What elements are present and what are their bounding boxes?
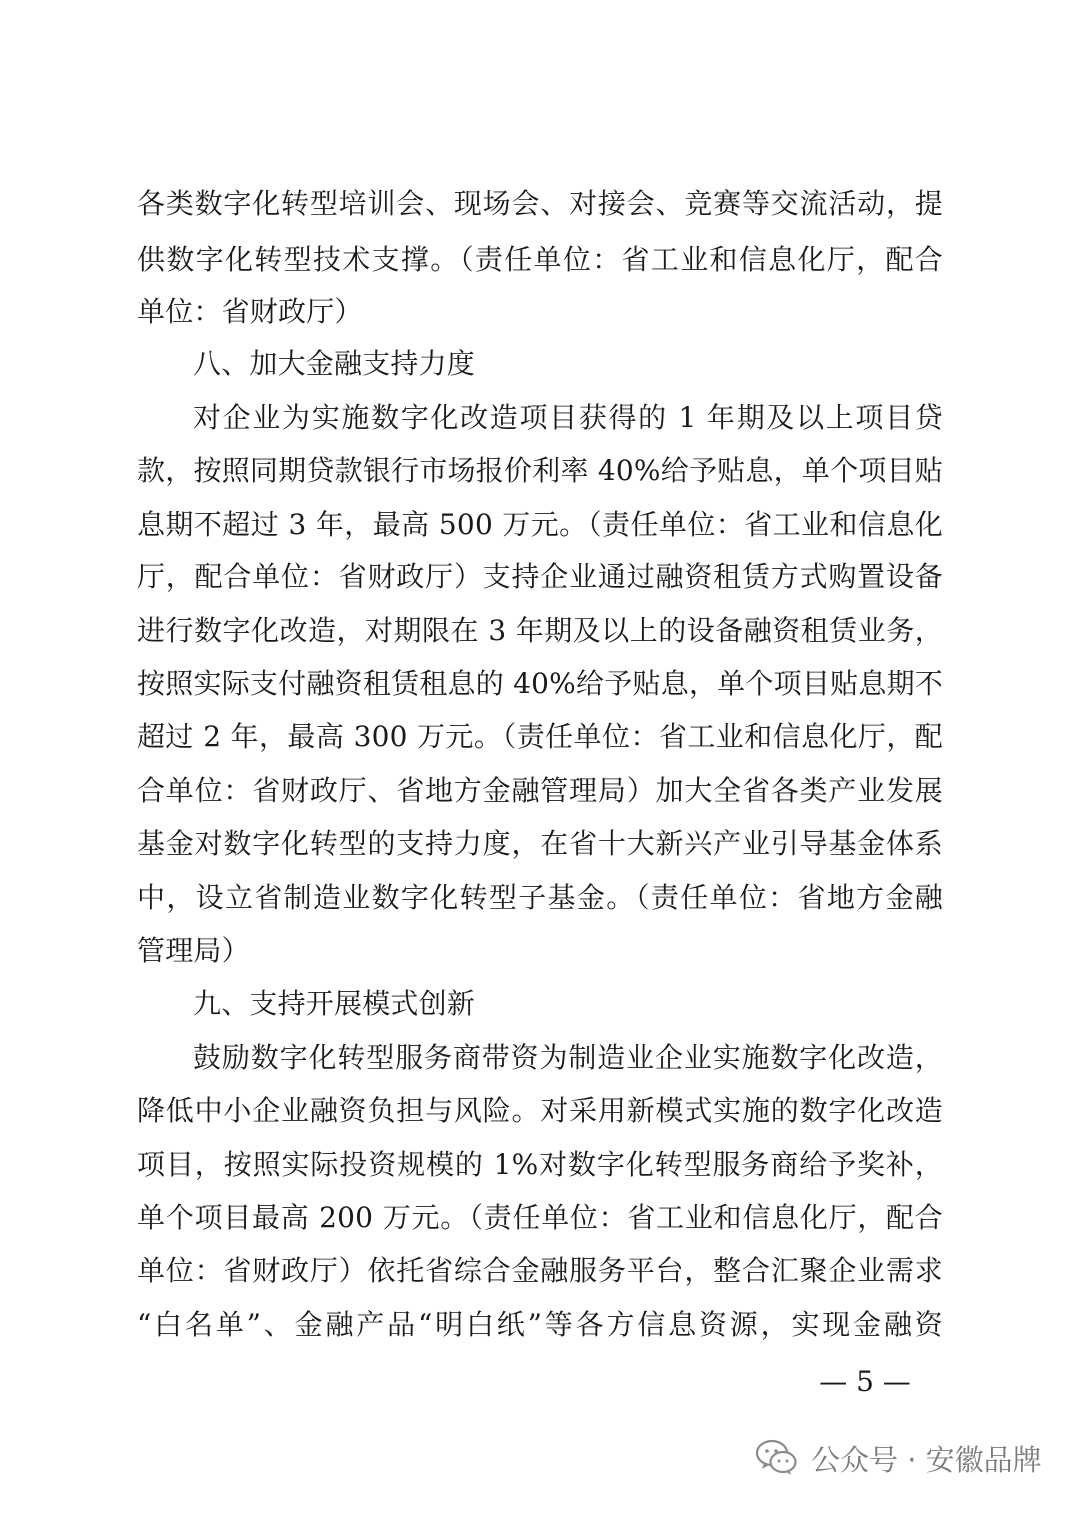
body-text-line: 降低中小企业融资负担与风险。对采用新模式实施的数字化改造 xyxy=(137,1094,943,1127)
body-text-line: 基金对数字化转型的支持力度，在省十大新兴产业引导基金体系 xyxy=(137,827,943,860)
body-text-line: 超过 2 年，最高 300 万元。（责任单位：省工业和信息化厅，配 xyxy=(137,720,943,753)
body-text-line: 中，设立省制造业数字化转型子基金。（责任单位：省地方金融 xyxy=(137,881,943,914)
body-text-line: 款，按照同期贷款银行市场报价利率 40%给予贴息，单个项目贴 xyxy=(137,454,943,487)
body-text-line: 进行数字化改造，对期限在 3 年期及以上的设备融资租赁业务， xyxy=(137,614,943,647)
body-text-line: 按照实际支付融资租赁租息的 40%给予贴息，单个项目贴息期不 xyxy=(137,667,943,700)
body-text-line: 管理局） xyxy=(137,934,250,967)
body-text-line: 息期不超过 3 年，最高 500 万元。（责任单位：省工业和信息化 xyxy=(137,508,943,541)
body-text-line: 对企业为实施数字化改造项目获得的 1 年期及以上项目贷 xyxy=(193,401,943,434)
body-text-line: 合单位：省财政厅、省地方金融管理局）加大全省各类产业发展 xyxy=(137,774,943,807)
section-heading: 八、加大金融支持力度 xyxy=(193,347,476,380)
body-text-line: 单位：省财政厅） xyxy=(137,295,363,328)
body-text-line: 各类数字化转型培训会、现场会、对接会、竞赛等交流活动，提 xyxy=(137,187,943,220)
wechat-icon xyxy=(755,1438,799,1478)
body-text-line: 鼓励数字化转型服务商带资为制造业企业实施数字化改造， xyxy=(193,1041,943,1074)
body-text-line: 厅，配合单位：省财政厅）支持企业通过融资租赁方式购置设备 xyxy=(137,560,943,593)
body-text-line: 单位：省财政厅）依托省综合金融服务平台，整合汇聚企业需求 xyxy=(137,1254,943,1287)
wechat-watermark xyxy=(755,1428,1042,1488)
body-text-line: 单个项目最高 200 万元。（责任单位：省工业和信息化厅，配合 xyxy=(137,1201,943,1234)
page-number: — 5 — xyxy=(819,1365,911,1398)
section-heading: 九、支持开展模式创新 xyxy=(193,987,476,1020)
body-text-line: 项目，按照实际投资规模的 1%对数字化转型服务商给予奖补， xyxy=(137,1148,943,1181)
watermark-text: 公众号 · 安徽品牌 xyxy=(811,1442,1042,1477)
body-text-line: “白名单”、金融产品“明白纸”等各方信息资源，实现金融资 xyxy=(137,1308,943,1341)
body-text-line: 供数字化转型技术支撑。（责任单位：省工业和信息化厅，配合 xyxy=(137,243,943,276)
